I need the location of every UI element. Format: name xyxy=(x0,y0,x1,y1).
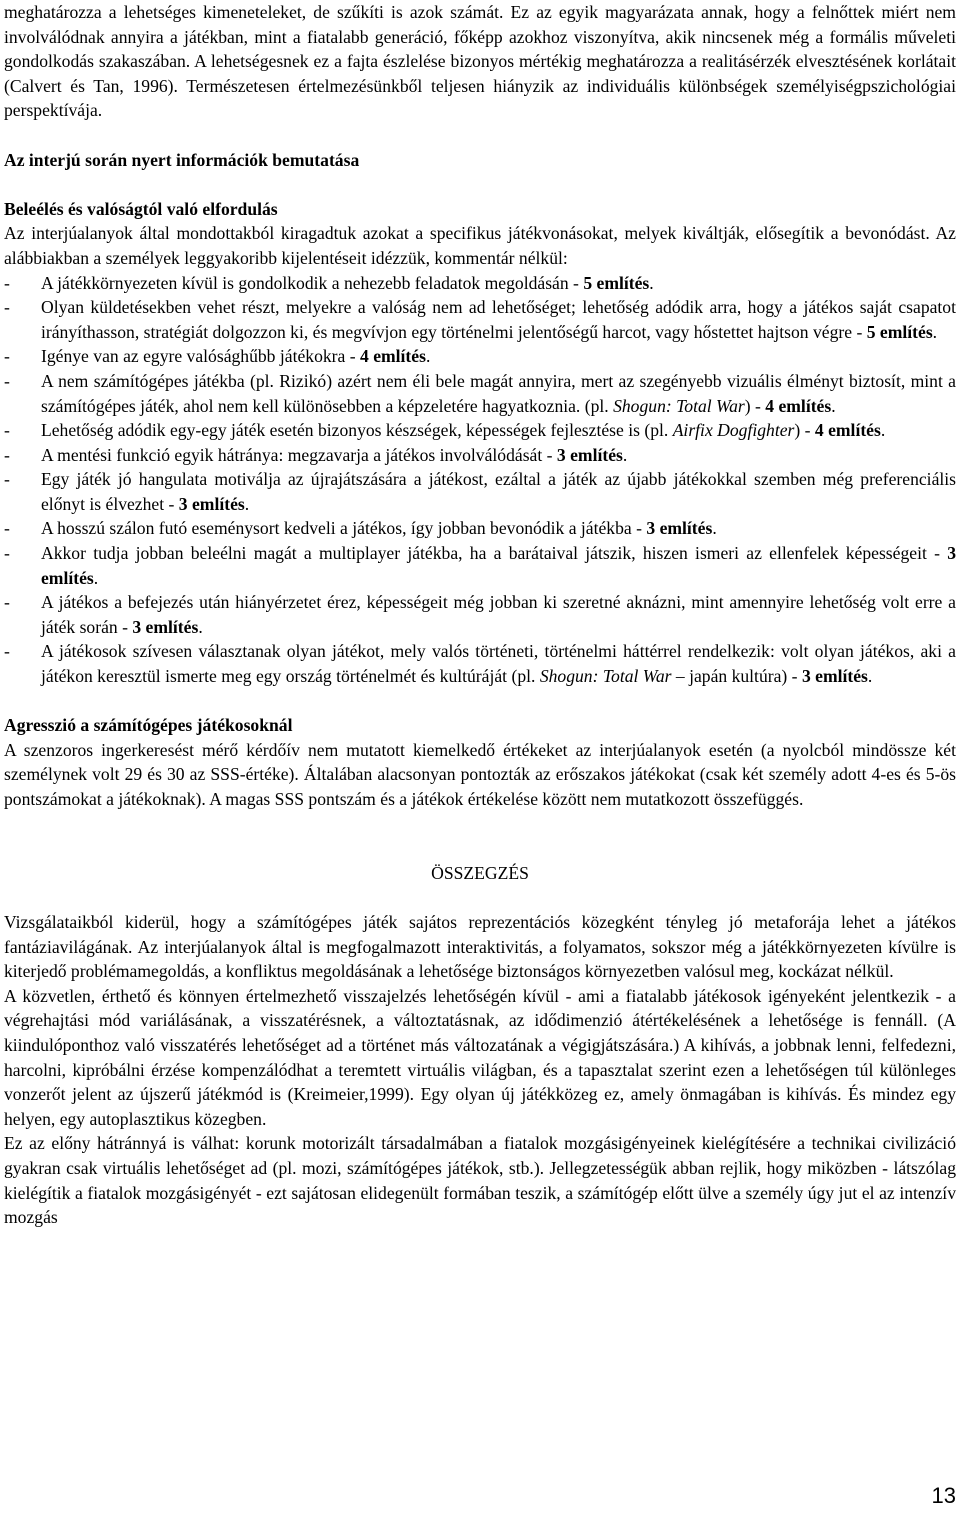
statement-text-after: – japán kultúra) - xyxy=(671,666,802,687)
list-dash: - xyxy=(4,444,10,465)
mention-count: 5 említés xyxy=(583,272,650,293)
statement-text: A mentési funkció egyik hátránya: megzavarja a játékos involválódását - xyxy=(41,444,557,465)
mention-count: 4 említés xyxy=(814,420,881,441)
statement-end: . xyxy=(425,346,431,367)
statement-end: . xyxy=(244,493,250,514)
statement-end: . xyxy=(712,518,717,539)
section-heading-interview: Az interjú során nyert információk bemutatása xyxy=(4,149,360,170)
spacer xyxy=(4,123,956,148)
statement-item xyxy=(4,443,956,468)
aggression-paragraph: A szenzoros ingerkeresést mérő kérdőív nem mutatott kiemelkedő értékeket az interjúalanyok esetén (a nyolcból mindössze két személynek volt 29 és 30 az SSS-értéke). Általában alacsonyan pontozták az erőszakos játékokat (csak két személy adott 4-es és 5-ös pontszámokat a játékoknak). A magas SSS pontszám és a játékok értékelése között nem mutatkozott összefüggés. xyxy=(4,739,956,809)
statement-text: A nem számítógépes játékba (pl. Rizikó) azért nem éli bele magát annyira, mert az szegényebb vizuális élményt biztosít, mint a számítógépes játék, ahol nem kell különösebben a képzeletére hagyatkoznia. (pl. xyxy=(41,370,956,416)
list-dash: - xyxy=(4,641,10,662)
mention-count: 3 említés xyxy=(132,616,199,637)
statement-text-after: ) - xyxy=(794,420,815,441)
statement-item xyxy=(4,418,956,443)
statement-text-after: ) - xyxy=(744,395,766,416)
statement-item xyxy=(4,344,956,369)
statement-item xyxy=(4,369,956,418)
mention-count: 3 említés xyxy=(41,543,956,588)
document-page xyxy=(4,0,956,1230)
statement-text: Lehetőség adódik egy-egy játék esetén bizonyos készségek, képességek fejlesztése is (pl. xyxy=(41,420,673,441)
statement-item xyxy=(4,271,956,296)
spacer xyxy=(4,885,956,910)
mention-count: 3 említés xyxy=(801,666,868,687)
list-dash: - xyxy=(4,297,10,318)
list-dash: - xyxy=(4,543,10,564)
statement-text: Akkor tudja jobban beleélni magát a multiplayer játékba, ha a barátaival játszik, hiszen ismeri az ellenfelek képességeit - xyxy=(41,543,948,564)
statement-item xyxy=(4,590,956,639)
statement-item xyxy=(4,541,956,590)
statement-text: A játékos a befejezés után hiányérzetet érez, képességeit még jobban ki szeretné aknázni, mint amennyire lehetőség volt erre a játék során - xyxy=(41,592,956,637)
list-dash: - xyxy=(4,272,10,293)
statement-list xyxy=(4,271,956,689)
statement-item xyxy=(4,467,956,516)
immersion-intro-paragraph: Az interjúalanyok által mondottakból kiragadtuk azokat a specifikus játékvonásokat, melyek kiváltják, elősegítik a bevonódást. Az alábbiakban a személyek leggyakoribb kijelentéseit idézzük, kommentár nélkül: xyxy=(4,223,956,268)
intro-paragraph: meghatározza a lehetséges kimeneteleket, de szűkíti is azok számát. Ez az egyik magyarázata annak, hogy a felnőttek miért nem involválódnak annyira a játékban, mint a fiatalabb generáció, főképp azokhoz viszonyítva, akik nincsenek még a formális műveleti gondolkodás szakaszában. A lehetségesnek ez a fajta észlelése bizonyos mértékig meghatározza a realitásérzék elvesztésének korlátait (Calvert és Tan, 1996). Természetesen értelmezésünkből teljesen hiányzik az individuális különbségek személyiségpszichológiai perspektívája. xyxy=(4,2,956,121)
spacer xyxy=(4,172,956,197)
game-title: Shogun: Total War xyxy=(613,395,745,416)
statement-end: . xyxy=(932,321,938,342)
statement-text: Egy játék jó hangulata motiválja az újrajátszására a játékost, ezáltal a játék az újabb játékokkal szemben még preferenciális előnyt is élvezhet - xyxy=(41,469,956,514)
statement-end: . xyxy=(622,444,628,465)
mention-count: 3 említés xyxy=(646,518,713,539)
mention-count: 4 említés xyxy=(360,346,426,367)
statement-text: Olyan küldetésekben vehet részt, melyekre a valóság nem ad lehetőséget; lehetőség adódik arra, hogy a játékos saját csapatot irányíthasson, stratégiát dolgozzon ki, és megvívjon egy történelmi jelentőségű harcot, vagy hőstettet hajtson végre - xyxy=(41,297,956,342)
summary-paragraph-2: A közvetlen, érthető és könnyen értelmezhető visszajelzés lehetőségén kívül - ami a fiatalabb játékosok igényeként jelentkezik - a végrehajtási mód variálásának, a visszatérésnek, a változtatásnak, az idődimenzió átértékelésének a lehetősége is fennáll. (A kiindulóponthoz való visszatérés lehetőséget ad a történet más változatának a végigjátszására.) A kihívás, a jobbnak lenni, felfedezni, harcolni, kipróbálni érzése kompenzálódhat a teremtett virtuális világban, és a tapasztalat szerint ezen a lehetőségen túl különleges vonzerőt jelent az újszerű játékmód is (Kreimeier,1999). Egy olyan új játékközeg ez, amely önmagában is kihívás. És mindez egy helyen, egy autoplasztikus közegben. xyxy=(4,985,956,1129)
summary-paragraph-3: Ez az előny hátránnyá is válhat: korunk motorizált társadalmában a fiatalok mozgásigényeinek kielégítésére a technikai civilizáció gyakran csak virtuális lehetőséget ad (pl. mozi, számítógépes játékok, stb.). Jellegzetességük abban rejlik, hogy miközben - látszólag kielégítik a fiatalok mozgásigényét - ezt sajátosan elidegenült formában teszik, a számítógép előtt ülve a személy úgy jut el az intenzív mozgás xyxy=(4,1133,956,1228)
subsection-heading-immersion: Beleélés és valóságtól való elfordulás xyxy=(4,198,278,219)
game-title: Shogun: Total War xyxy=(539,666,672,687)
statement-end: . xyxy=(867,666,873,687)
spacer xyxy=(4,836,956,861)
statement-end: . xyxy=(93,567,99,588)
summary-heading: ÖSSZEGZÉS xyxy=(431,862,529,883)
list-dash: - xyxy=(4,420,10,441)
list-dash: - xyxy=(4,370,10,391)
spacer xyxy=(4,689,956,714)
list-dash: - xyxy=(4,346,10,367)
statement-end: . xyxy=(649,272,654,293)
statement-text: Igénye van az egyre valósághűbb játékokra - xyxy=(41,346,360,367)
mention-count: 3 említés xyxy=(178,493,245,514)
mention-count: 3 említés xyxy=(556,444,623,465)
mention-count: 5 említés xyxy=(866,321,933,342)
statement-end: . xyxy=(831,395,836,416)
list-dash: - xyxy=(4,592,10,613)
statement-text: A játékosok szívesen választanak olyan játékot, mely valós történeti, történelmi háttérrel rendelkezik: volt olyan játékos, aki a játékon keresztül ismerte meg egy ország történelmét és kultúráját (pl. xyxy=(41,641,956,687)
list-dash: - xyxy=(4,469,10,490)
statement-end: . xyxy=(198,616,203,637)
statement-end: . xyxy=(880,420,886,441)
mention-count: 4 említés xyxy=(765,395,832,416)
statement-item xyxy=(4,639,956,688)
game-title: Airfix Dogfighter xyxy=(672,420,795,441)
statement-item xyxy=(4,516,956,541)
list-dash: - xyxy=(4,518,10,539)
summary-paragraph-1: Vizsgálataikból kiderül, hogy a számítógépes játék sajátos reprezentációs közegként tényleg jó metaforája lehet a játékos fantáziavilágának. Az interjúalanyok által is megfogalmazott interaktivitás, a folyamatos, sokszor még a játékkörnyezeten kívülre is kiterjedő problémamegoldás, a konfliktus megoldásának a lehetősége biztonságos környezetben valósul meg, kockázat nélkül. xyxy=(4,911,956,982)
statement-item xyxy=(4,295,956,344)
subsection-heading-aggression: Agresszió a számítógépes játékosoknál xyxy=(4,715,293,736)
page-number: 13 xyxy=(931,1483,956,1508)
spacer xyxy=(4,812,956,837)
statement-text: A hosszú szálon futó eseménysort kedveli a játékos, így jobban bevonódik a játékba - xyxy=(41,518,647,539)
statement-text: A játékkörnyezeten kívül is gondolkodik a nehezebb feladatok megoldásán - xyxy=(41,272,584,293)
